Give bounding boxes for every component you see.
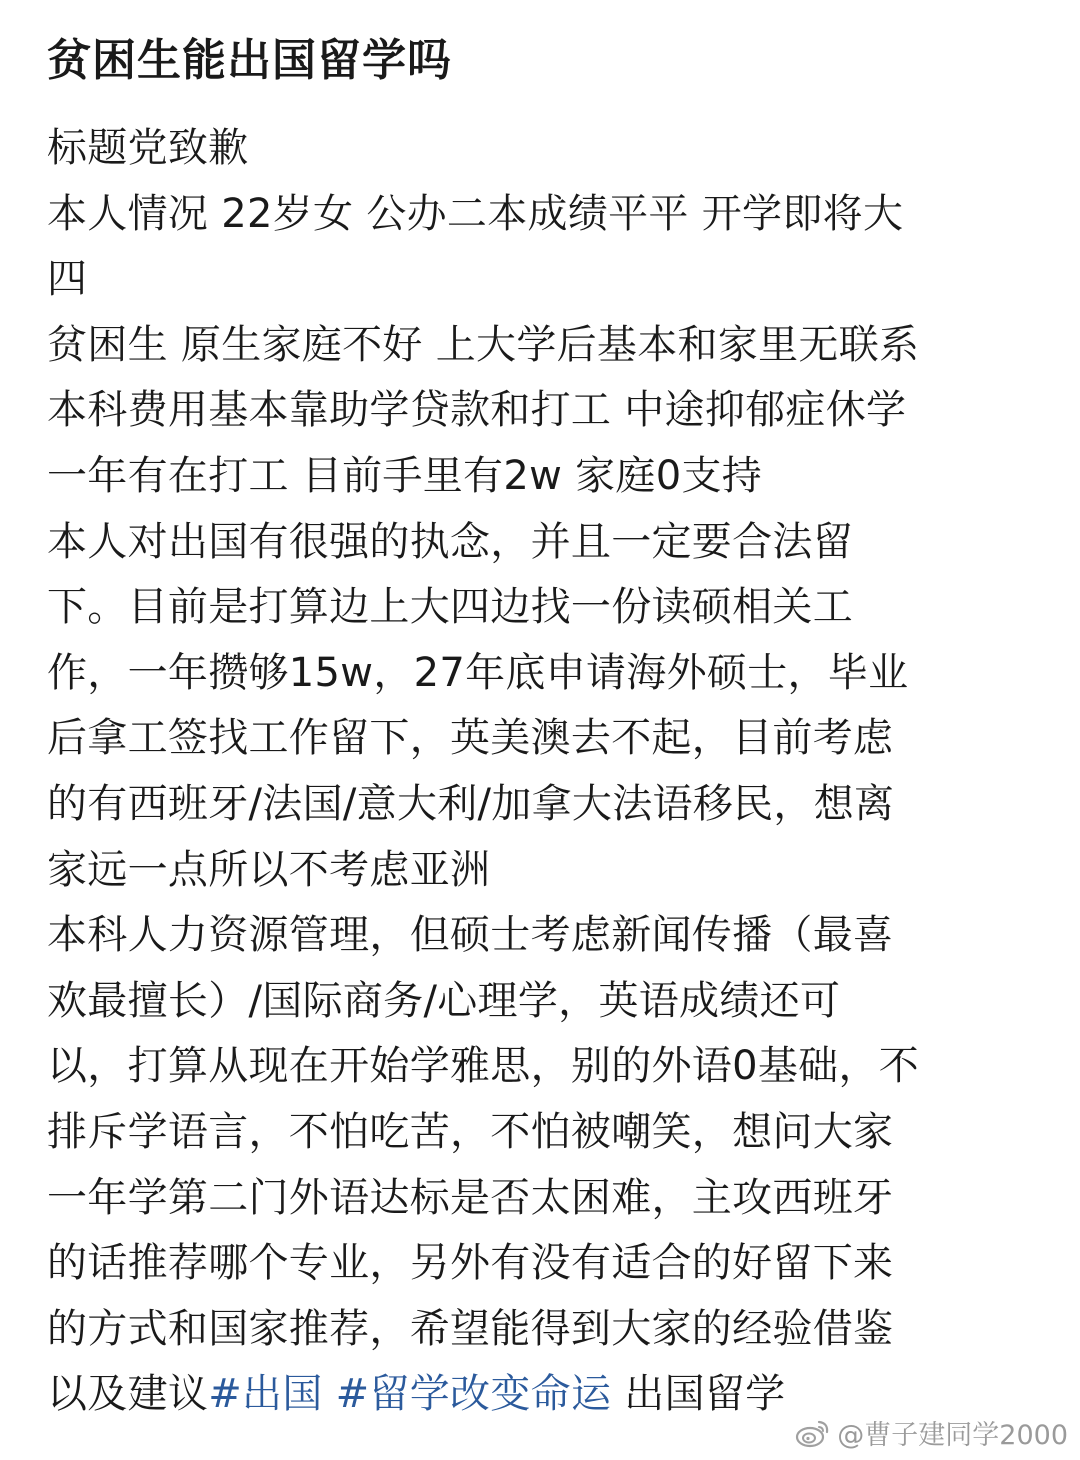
body-line: 本科费用基本靠助学贷款和打工 中途抑郁症休学	[47, 387, 907, 434]
body-line: 本人对出国有很强的执念，并且一定要合法留	[47, 518, 853, 565]
body-line: 作，一年攒够15w，27年底申请海外硕士，毕业	[47, 649, 909, 696]
body-line: 一年学第二门外语达标是否太困难，主攻西班牙	[47, 1174, 894, 1221]
body-line: 四	[47, 256, 88, 303]
body-line: 家远一点所以不考虑亚洲	[47, 846, 491, 893]
body-line: 的话推荐哪个专业，另外有没有适合的好留下来	[47, 1240, 894, 1287]
weibo-icon	[795, 1418, 831, 1448]
watermark-text: @曹子建同学2000	[837, 1420, 1068, 1451]
body-line: 以，打算从现在开始学雅思，别的外语0基础，不	[47, 1043, 920, 1090]
body-line: 贫困生 原生家庭不好 上大学后基本和家里无联系	[47, 321, 920, 368]
body-line: 欢最擅长）/国际商务/心理学，英语成绩还可	[47, 977, 841, 1024]
last-line-suffix: 出国留学	[611, 1371, 786, 1418]
hashtag-link[interactable]: #出国	[208, 1371, 323, 1418]
body-line: 本科人力资源管理，但硕士考虑新闻传播（最喜	[47, 912, 894, 959]
body-line: 后拿工签找工作留下，英美澳去不起，目前考虑	[47, 715, 894, 762]
body-line: 一年有在打工 目前手里有2w 家庭0支持	[47, 452, 763, 499]
hashtag-link[interactable]: #留学改变命运	[335, 1371, 612, 1418]
last-line-prefix: 以及建议	[47, 1371, 209, 1418]
body-line: 的方式和国家推荐，希望能得到大家的经验借鉴	[47, 1305, 894, 1352]
body-line: 下。目前是打算边上大四边找一份读硕相关工	[47, 584, 853, 631]
body-line: 本人情况 22岁女 公办二本成绩平平 开学即将大	[47, 190, 904, 237]
post-title: 贫困生能出国留学吗	[47, 35, 452, 86]
body-line: 的有西班牙/法国/意大利/加拿大法语移民，想离	[47, 780, 895, 827]
body-line: 标题党致歉	[47, 125, 249, 171]
post-body	[47, 116, 1037, 1428]
body-line: 排斥学语言，不怕吃苦，不怕被嘲笑，想问大家	[47, 1108, 894, 1155]
watermark	[795, 1413, 1068, 1452]
